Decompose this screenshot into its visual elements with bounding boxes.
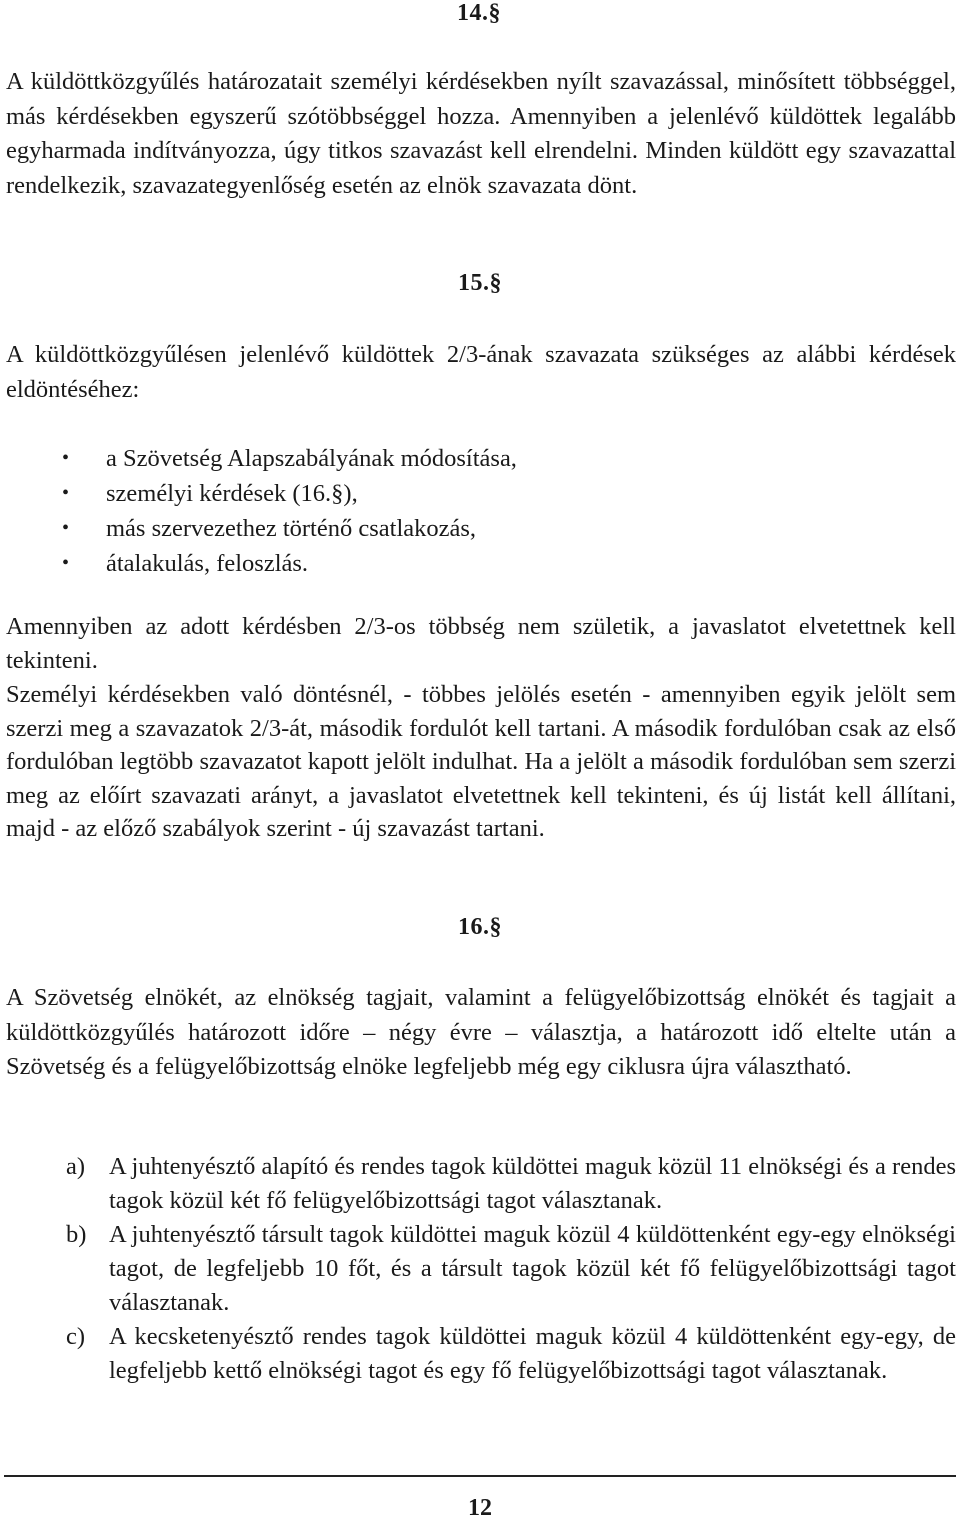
bullet-text: a Szövetség Alapszabályának módosítása, [106,445,517,472]
section-15-bullet-list [6,441,906,581]
page-number: 12 [468,1495,492,1521]
section-16-lettered-list [6,1150,956,1388]
list-item [6,546,906,581]
bullet-text: személyi kérdések (16.§), [106,480,358,507]
list-item [6,1218,956,1320]
bullet-icon: • [62,552,70,574]
bullet-icon: • [62,517,70,539]
footer-divider [4,1475,956,1477]
section-14-paragraph: A küldöttközgyűlés határozatait személyi kérdésekben nyílt szavazással, minősített többséggel, más kérdésekben egyszerű szótöbbséggel hozza. Amennyiben a jelenlévő küldöttek legalább egyharmada indítványozza, úgy titkos szavazást kell elrendelni. Minden küldött egy szavazattal rendelkezik, szavazategyenlőség esetén az elnök szavazata dönt. [6,68,956,199]
section-16-paragraph: A Szövetség elnökét, az elnökség tagjait, valamint a felügyelőbizottság elnökét és tagjait a küldöttközgyűlés határozott időre – négy évre – választja, a határozott idő eltelte után a Szövetség és a felügyelőbizottság elnöke legfeljebb még egy ciklusra újra választható. [6,984,956,1080]
section-14-title: 14.§ [457,0,501,26]
list-item [6,441,906,476]
section-15-majority-paragraph: Amennyiben az adott kérdésben 2/3-os többség nem születik, a javaslatot elvetettnek kell tekinteni. [6,613,956,674]
item-marker: b) [66,1221,87,1248]
list-item [6,511,906,546]
list-item [6,1320,956,1388]
list-item [6,476,906,511]
section-15-intro: A küldöttközgyűlésen jelenlévő küldöttek 2/3-ának szavazata szükséges az alábbi kérdések eldöntéséhez: [6,341,956,403]
item-marker: a) [66,1153,86,1180]
list-item [6,1150,956,1218]
bullet-icon: • [62,447,70,469]
section-15-personal-paragraph: Személyi kérdésekben való döntésnél, - többes jelölés esetén - amennyiben egyik jelölt sem szerzi meg a szavazatok 2/3-át, második fordulót kell tartani. A második fordulóban csak az első fordulóban legtöbb szavazatot kapott jelölt indulhat. Ha a jelölt a második fordulóban sem szerzi meg az előírt szavazati arányt, a javaslatot elvetettnek kell tekinteni, és új listát kell állítani, majd - az előző szabályok szerint - új szavazást tartani. [6,681,956,842]
item-text: A juhtenyésztő társult tagok küldöttei maguk közül 4 küldöttenként egy-egy elnökségi tagot, de legfeljebb 10 főt, és a társult tagok közül két fő felügyelőbizottsági tagot választanak. [109,1221,956,1316]
item-marker: c) [66,1323,86,1350]
item-text: A kecsketenyésztő rendes tagok küldöttei maguk közül 4 küldöttenként egy-egy, de legfeljebb kettő elnökségi tagot és egy fő felügyelőbizottsági tagot választanak. [109,1323,956,1384]
item-text: A juhtenyésztő alapító és rendes tagok küldöttei maguk közül 11 elnökségi és a rendes tagok közül két fő felügyelőbizottsági tagot választanak. [109,1153,956,1214]
bullet-text: átalakulás, feloszlás. [106,550,309,577]
section-15-title: 15.§ [458,270,502,296]
bullet-text: más szervezethez történő csatlakozás, [106,515,477,542]
bullet-icon: • [62,482,70,504]
section-16-title: 16.§ [458,914,502,940]
